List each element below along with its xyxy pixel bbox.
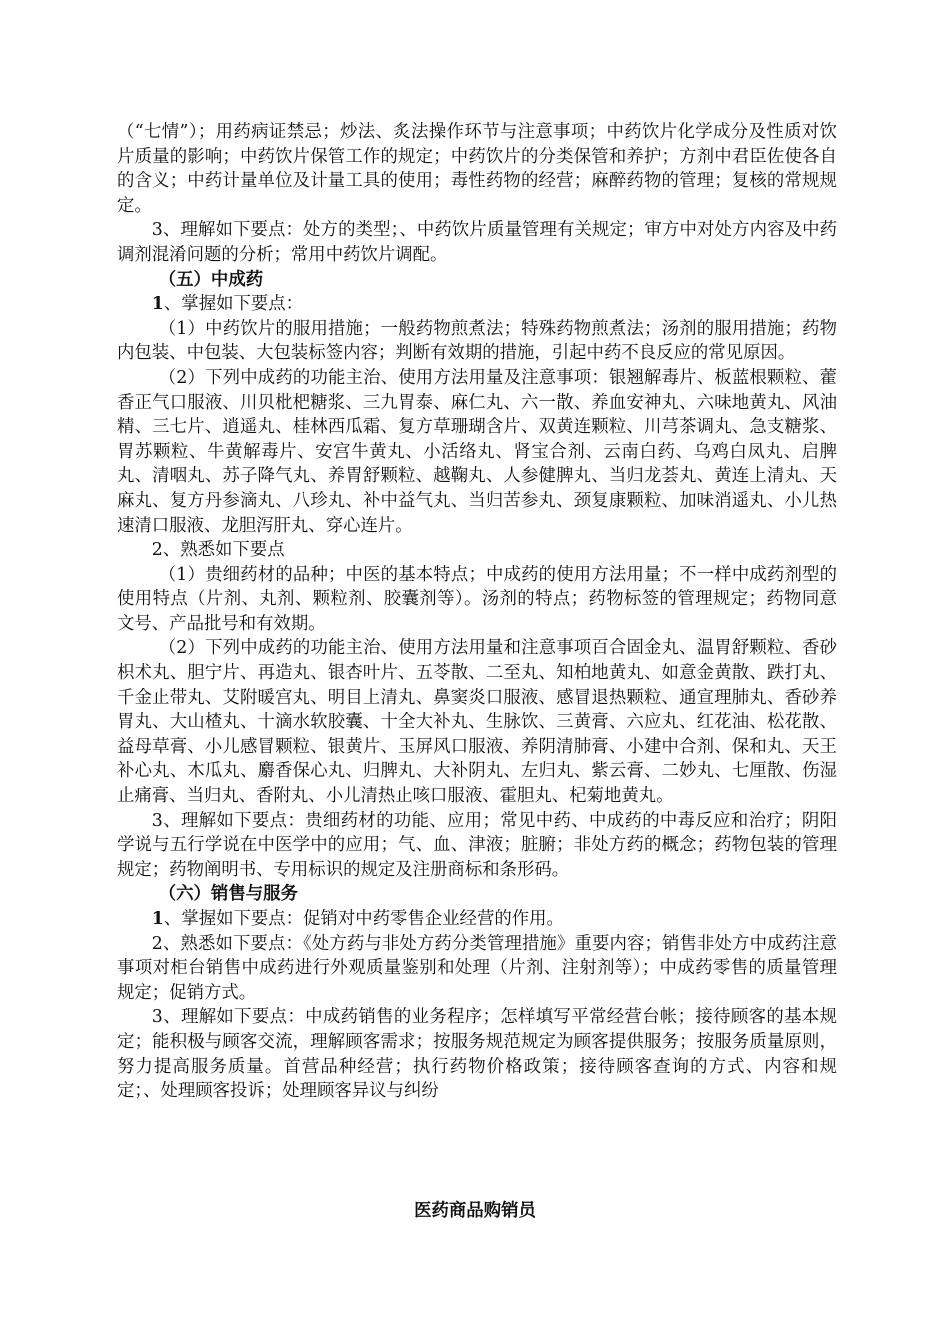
section5-item1-heading bbox=[117, 292, 837, 317]
section6-item3: 3、理解如下要点：中成药销售的业务程序；怎样填写平常经营台帐；接待顾客的基本规定；能积极与顾客交流，理解顾客需求；按服务规范规定为顾客提供服务；按服务质量原则，努力提高服务质量。首营品种经营；执行药物价格政策；接待顾客查询的方式、内容和规定；、处理顾客投诉；处理顾客异议与纠纷 bbox=[117, 1007, 837, 1102]
section5-item1-label: 、掌握如下要点： bbox=[163, 294, 304, 315]
section5-item1-number: 1 bbox=[151, 294, 164, 315]
section-heading-sales-service: （六）销售与服务 bbox=[158, 884, 298, 905]
section6-item1 bbox=[117, 907, 837, 932]
paragraph-continuation: （“七情”）；用药病证禁忌；炒法、炙法操作环节与注意事项；中药饮片化学成分及性质对饮片质量的影响；中药饮片保管工作的规定；中药饮片的分类保管和养护；方剂中君臣佐使各自的含义；中药计量单位及计量工具的使用；毒性药物的经营；麻醉药物的管理；复核的常规规定。 bbox=[117, 122, 837, 216]
paragraph-understand-points: 3、理解如下要点：处方的类型；、中药饮片质量管理有关规定；审方中对处方内容及中药调剂混淆问题的分析；常用中药饮片调配。 bbox=[117, 220, 837, 265]
section-heading-chinese-patent-medicine: （五）中成药 bbox=[158, 269, 264, 290]
section5-item2-heading: 2、熟悉如下要点 bbox=[151, 540, 285, 561]
footer-title: 医药商品购销员 bbox=[414, 1201, 536, 1221]
section6-item2: 2、熟悉如下要点：《处方药与非处方药分类管理措施》重要内容；销售非处方中成药注意事项对柜台销售中成药进行外观质量鉴别和处理（片剂、注射剂等）；中成药零售的质量管理规定；促销方式。 bbox=[117, 933, 837, 1003]
document-body bbox=[117, 120, 837, 1104]
section5-item3: 3、理解如下要点：贵细药材的功能、应用；常见中药、中成药的中毒反应和治疗；阴阳学说与五行学说在中医学中的应用；气、血、津液；脏腑；非处方药的概念；药物包装的管理规定；药物阐明书、专用标识的规定及注册商标和条形码。 bbox=[117, 810, 837, 880]
section6-item1-label: 、掌握如下要点：促销对中药零售企业经营的作用。 bbox=[163, 909, 564, 929]
section5-item2-para2: （2）下列中成药的功能主治、使用方法用量和注意事项百合固金丸、温胃舒颗粒、香砂枳术丸、胆宁片、再造丸、银杏叶片、五苓散、二至丸、知柏地黄丸、如意金黄散、跌打丸、千金止带丸、艾附暖宫丸、明目上清丸、鼻窦炎口服液、感冒退热颗粒、通宣理肺丸、香砂养胃丸、大山楂丸、十滴水软胶囊、十全大补丸、生脉饮、三黄膏、六应丸、红花油、松花散、益母草膏、小儿感冒颗粒、银黄片、玉屏风口服液、养阴清肺膏、小建中合剂、保和丸、天王补心丸、木瓜丸、麝香保心丸、归脾丸、大补阴丸、左归丸、紫云膏、二妙丸、七厘散、伤湿止痛膏、当归丸、香附丸、小儿清热止咳口服液、霍胆丸、杞菊地黄丸。 bbox=[117, 638, 837, 807]
section5-item1-para2: （2）下列中成药的功能主治、使用方法用量及注意事项：银翘解毒片、板蓝根颗粒、藿香正气口服液、川贝枇杷糖浆、三九胃泰、麻仁丸、六一散、养血安神丸、六味地黄丸、风油精、三七片、逍遥丸、桂林西瓜霜、复方草珊瑚含片、双黄连颗粒、川芎茶调丸、急支糖浆、胃苏颗粒、牛黄解毒片、安宫牛黄丸、小活络丸、肾宝合剂、云南白药、乌鸡白凤丸、启脾丸、清咽丸、苏子降气丸、养胃舒颗粒、越鞠丸、人参健脾丸、当归龙荟丸、黄连上清丸、天麻丸、复方丹参滴丸、八珍丸、补中益气丸、当归苦参丸、颈复康颗粒、加味消遥丸、小儿热速清口服液、龙胆泻肝丸、穿心连片。 bbox=[117, 367, 837, 536]
section5-item1-para1: （1）中药饮片的服用措施；一般药物煎煮法；特殊药物煎煮法；汤剂的服用措施；药物内包装、中包装、大包装标签内容；判断有效期的措施，引起中药不良反应的常见原因。 bbox=[117, 318, 837, 364]
section5-item2-para1: （1）贵细药材的品种；中医的基本特点；中成药的使用方法用量；不一样中成药剂型的使用特点（片剂、丸剂、颗粒剂、胶囊剂等）。汤剂的特点；药物标签的管理规定；药物同意文号、产品批号和有效期。 bbox=[117, 564, 837, 634]
section6-item1-number: 1 bbox=[151, 909, 164, 929]
